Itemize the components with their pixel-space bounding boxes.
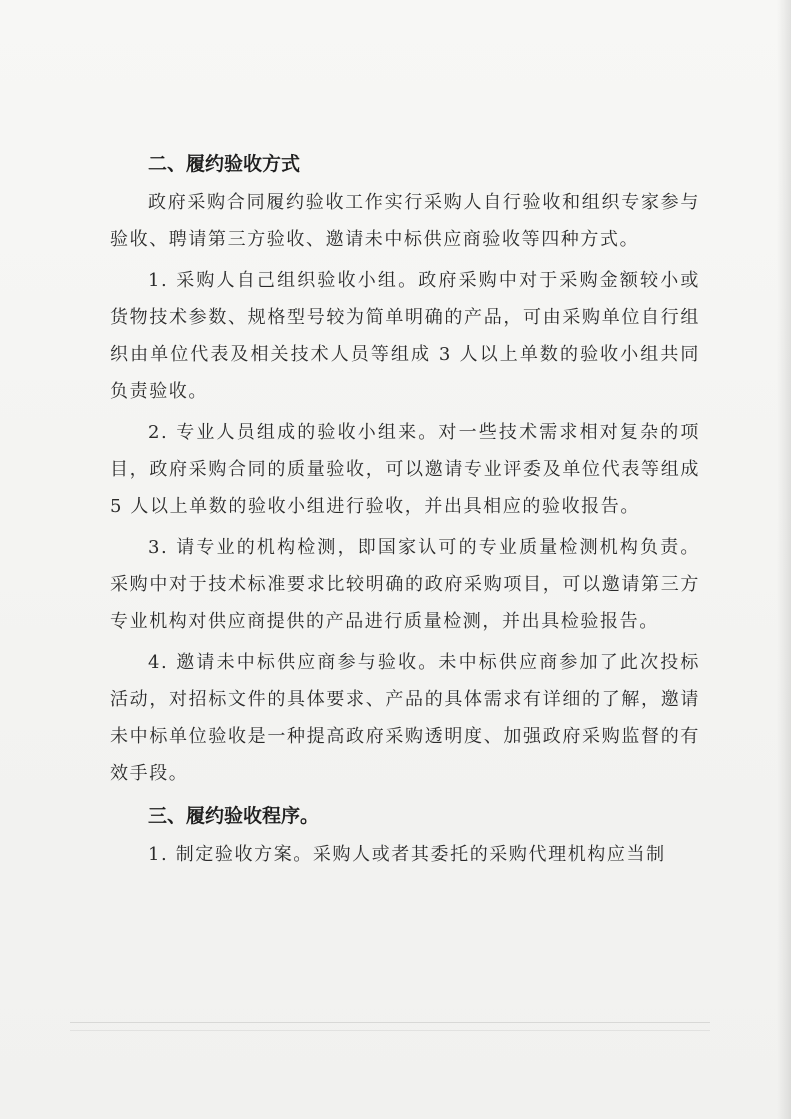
page-divider-line <box>70 1030 710 1031</box>
paragraph: 1. 采购人自己组织验收小组。政府采购中对于采购金额较小或货物技术参数、规格型号较为简单明确的产品，可由采购单位自行组织由单位代表及相关技术人员等组成 3 人以上单数的验收小组共同负责验收。 <box>110 270 700 402</box>
page-edge-shadow <box>777 0 791 1119</box>
document-body <box>110 146 700 877</box>
section-heading: 二、履约验收方式 <box>148 153 301 175</box>
page-divider-line <box>70 1022 710 1023</box>
paragraph: 2. 专业人员组成的验收小组来。对一些技术需求相对复杂的项目，政府采购合同的质量验收，可以邀请专业评委及单位代表等组成 5 人以上单数的验收小组进行验收，并出具相应的验收报告。 <box>110 422 700 517</box>
section-heading: 三、履约验收程序。 <box>148 805 320 827</box>
paragraph: 1. 制定验收方案。采购人或者其委托的采购代理机构应当制 <box>148 844 666 865</box>
paragraph: 4. 邀请未中标供应商参与验收。未中标供应商参加了此次投标活动，对招标文件的具体要求、产品的具体需求有详细的了解，邀请未中标单位验收是一种提高政府采购透明度、加强政府采购监督的有效手段。 <box>110 652 700 784</box>
paragraph: 3. 请专业的机构检测，即国家认可的专业质量检测机构负责。采购中对于技术标准要求比较明确的政府采购项目，可以邀请第三方专业机构对供应商提供的产品进行质量检测，并出具检验报告。 <box>110 537 700 632</box>
paragraph: 政府采购合同履约验收工作实行采购人自行验收和组织专家参与验收、聘请第三方验收、邀请未中标供应商验收等四种方式。 <box>110 192 700 250</box>
